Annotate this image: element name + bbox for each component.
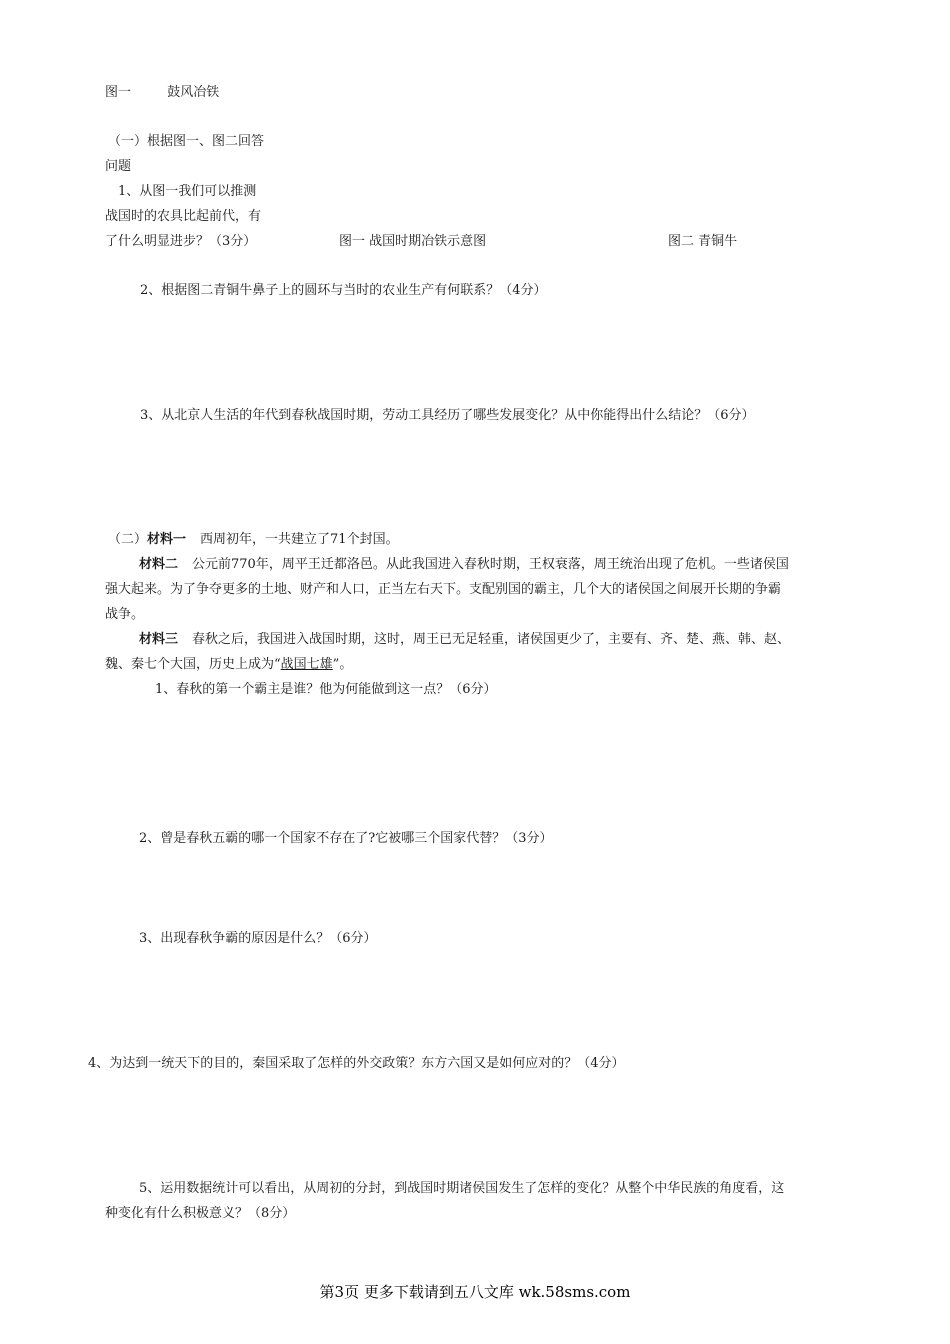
section2-question-3: 3、出现春秋争霸的原因是什么？（6分） xyxy=(139,931,377,946)
material-2-label: 材料二 xyxy=(139,557,179,572)
question-1-line-1: 1、从图一我们可以推测 xyxy=(118,184,257,199)
material-1 xyxy=(108,531,399,549)
page-footer: 第3页 更多下载请到五八文库 wk.58sms.com xyxy=(319,1283,631,1301)
section2-prefix: （二） xyxy=(108,532,148,547)
material-3-label: 材料三 xyxy=(139,632,179,647)
question-1-line-3: 了什么明显进步？（3分） xyxy=(105,234,257,249)
material-2-line-1 xyxy=(139,556,789,574)
material-2-text-1: 公元前770年，周平王迁都洛邑。从此我国进入春秋时期，王权衰落，周王统治出现了危机。一些诸侯国 xyxy=(192,557,789,572)
material-1-text: 西周初年，一共建立了71个封国。 xyxy=(200,532,399,547)
section2-question-5-line-2: 种变化有什么积极意义？（8分） xyxy=(105,1206,296,1221)
material-3-line-1 xyxy=(139,631,790,649)
figure-label: 图一 xyxy=(105,85,132,100)
section1-heading: （一）根据图一、图二回答 xyxy=(108,134,265,149)
material-3-text-2a: 魏、秦七个大国，历史上成为“ xyxy=(105,657,281,672)
question-3: 3、从北京人生活的年代到春秋战国时期，劳动工具经历了哪些发展变化？从中你能得出什么结论？（6分） xyxy=(140,408,755,423)
material-2-line-3: 战争。 xyxy=(105,607,145,622)
material-2-line-2: 强大起来。为了争夺更多的土地、财产和人口，正当左右天下。支配别国的霸主，几个大的诸侯国之间展开长期的争霸 xyxy=(105,582,782,597)
material-3-text-2b: ”。 xyxy=(332,657,353,672)
material-3-text-1: 春秋之后，我国进入战国时期，这时，周王已无足轻重，诸侯国更少了，主要有、齐、楚、燕、韩、赵、 xyxy=(192,632,791,647)
figure-2-caption: 图二 青铜牛 xyxy=(668,234,738,249)
figure-1-caption: 图一 战国时期冶铁示意图 xyxy=(339,234,487,249)
figure-title: 鼓风冶铁 xyxy=(167,85,220,100)
material-1-label: 材料一 xyxy=(147,532,187,547)
section2-question-4: 4、为达到一统天下的目的，秦国采取了怎样的外交政策？东方六国又是如何应对的？（4分） xyxy=(88,1056,625,1071)
warring-states-link: 战国七雄 xyxy=(280,657,333,672)
section2-question-5-line-1: 5、运用数据统计可以看出，从周初的分封，到战国时期诸侯国发生了怎样的变化？从整个中华民族的角度看，这 xyxy=(139,1181,785,1196)
question-1-line-2: 战国时的农具比起前代，有 xyxy=(105,209,262,224)
figure-caption-top xyxy=(105,84,219,102)
section2-question-2: 2、曾是春秋五霸的哪一个国家不存在了?它被哪三个国家代替？（3分） xyxy=(139,831,553,846)
section2-question-1: 1、春秋的第一个霸主是谁？他为何能做到这一点？（6分） xyxy=(155,682,497,697)
question-2: 2、根据图二青铜牛鼻子上的圆环与当时的农业生产有何联系？（4分） xyxy=(140,283,547,298)
section1-heading-cont: 问题 xyxy=(105,159,132,174)
material-3-line-2 xyxy=(105,656,352,674)
